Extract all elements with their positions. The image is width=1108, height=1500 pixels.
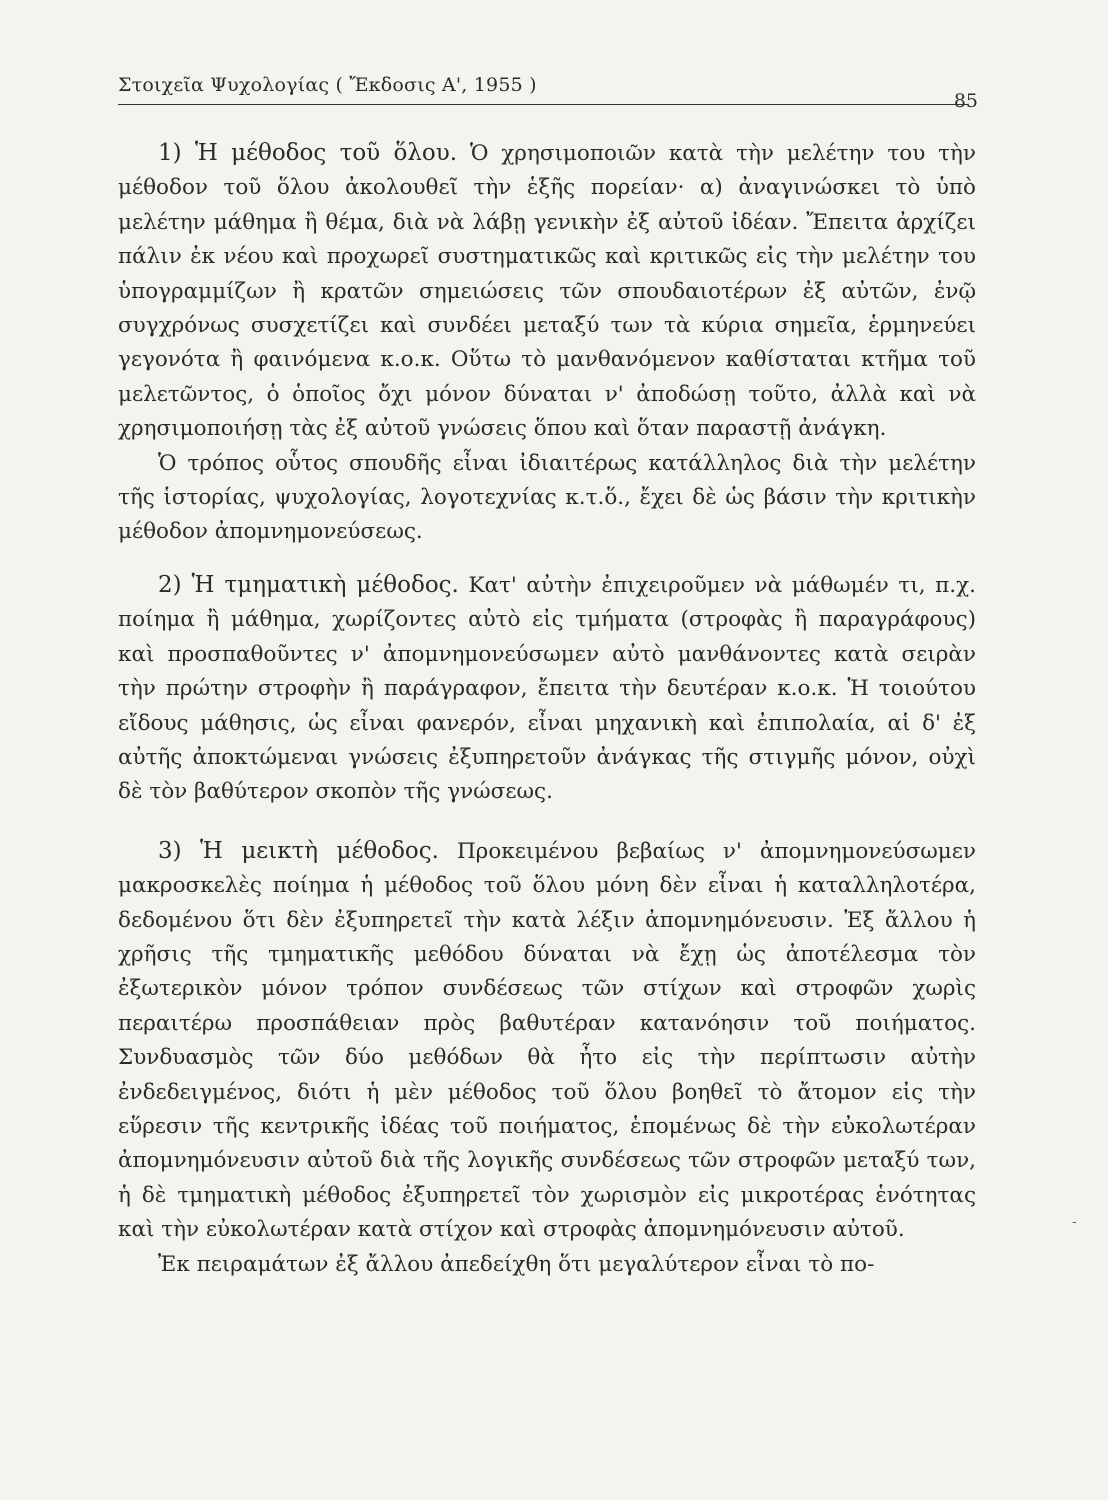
section-1-text: Ὁ χρησιμοποιῶν κατὰ τὴν μελέτην του τὴν μέθοδον τοῦ ὅλου ἀκολουθεῖ τὴν ἑξῆς πορείαν· α) ἀναγινώσκει τὸ ὑπὸ μελέτην μάθημα ἢ θέμα, διὰ νὰ λάβῃ γενικὴν ἐξ αὐτοῦ ἰδέαν. Ἔπειτα ἀρχίζει πάλιν ἐκ νέου καὶ προχωρεῖ συστηματικῶς καὶ κριτικῶς εἰς τὴν μελέτην του ὑπογραμμίζων ἢ κρατῶν σημειώσεις τῶν σπουδαιοτέρων ἐξ αὐτῶν, ἐνῷ συγχρόνως συσχετίζει καὶ συνδέει μεταξύ των τὰ κύρια σημεῖα, ἑρμηνεύει γεγονότα ἢ φαινόμενα κ.ο.κ. Οὕτω τὸ μανθανόμενον καθίσταται κτῆμα τοῦ μελετῶντος, ὁ ὁποῖος ὄχι μόνον δύναται ν' ἀποδώσῃ τοῦτο, ἀλλὰ καὶ νὰ χρησιμοποιήσῃ τὰς ἐξ αὐτοῦ γνώσεις ὅπου καὶ ὅταν παραστῇ ἀνάγκη. [118,141,976,442]
final-paragraph: Ἐκ πειραμάτων ἐξ ἄλλου ἀπεδείχθη ὅτι μεγαλύτερον εἶναι τὸ πο- [158,1251,875,1277]
section-3-text: Προκειμένου βεβαίως ν' ἀπομνημονεύσωμεν μακροσκελὲς ποίημα ἡ μέθοδος τοῦ ὅλου μόνη δὲν εἶναι ἡ καταλληλοτέρα, δεδομένου ὅτι δὲν ἐξυπηρετεῖ τὴν κατὰ λέξιν ἀπομνημόνευσιν. Ἐξ ἄλλου ἡ χρῆσις τῆς τμηματικῆς μεθόδου δύναται νὰ ἔχῃ ὡς ἀποτέλεσμα τὸν ἐξωτερικὸν μόνον τρόπον συνδέσεως τῶν στίχων καὶ στροφῶν χωρὶς περαιτέρω προσπάθειαν πρὸς βαθυτέραν κατανόησιν τοῦ ποιήματος. Συνδυασμὸς τῶν δύο μεθόδων θὰ ἦτο εἰς τὴν περίπτωσιν αὐτὴν ἐνδεδειγμένος, διότι ἡ μὲν μέθοδος τοῦ ὅλου βοηθεῖ τὸ ἄτομον εἰς τὴν εὕρεσιν τῆς κεντρικῆς ἰδέας τοῦ ποιήματος, ἑπομένως δὲ τὴν εὐκολωτέραν ἀπομνημόνευσιν αὐτοῦ διὰ τῆς λογικῆς συνδέσεως τῶν στροφῶν μεταξύ των, ἡ δὲ τμηματικὴ μέθοδος ἐξυπηρετεῖ τὸν χωρισμὸν εἰς μικροτέρας ἑνότητας καὶ τὴν εὐκολωτέραν κατὰ στίχον καὶ στροφὰς ἀπομνημόνευσιν αὐτοῦ. [118,838,976,1243]
body-text [118,136,976,1282]
section-2-heading: 2) Ἡ τμηματικὴ μέθοδος. [158,571,459,598]
header-rule [118,104,968,105]
stray-dash-mark: - [1072,1214,1077,1230]
running-title: Στοιχεῖα Ψυχολογίας ( Ἔκδοσις Α', 1955 ) [118,74,537,96]
section-2-text: Κατ' αὐτὴν ἐπιχειροῦμεν νὰ μάθωμέν τι, π.χ. ποίημα ἢ μάθημα, χωρίζοντες αὐτὸ εἰς τμήματα (στροφὰς ἢ παραγράφους) καὶ προσπαθοῦντες ν' ἀπομνημονεύσωμεν αὐτὸ μανθάνοντες κατὰ σειρὰν τὴν πρώτην στροφὴν ἢ παράγραφον, ἔπειτα τὴν δευτέραν κ.ο.κ. Ἡ τοιούτου εἴδους μάθησις, ὡς εἶναι φανερόν, εἶναι μηχανικὴ καὶ ἐπιπολαία, αἱ δ' ἐξ αὐτῆς ἀποκτώμεναι γνώσεις ἐξυπηρετοῦν ἀνάγκας τῆς στιγμῆς μόνον, οὐχὶ δὲ τὸν βαθύτερον σκοπὸν τῆς γνώσεως. [118,572,976,805]
running-head [118,74,978,114]
section-3-heading: 3) Ἡ μεικτὴ μέθοδος. [158,837,439,864]
page-number: 85 [953,90,978,112]
section-2-paragraph [118,568,976,810]
section-1-continuation: Ὁ τρόπος οὗτος σπουδῆς εἶναι ἰδιαιτέρως κατάλληλος διὰ τὴν μελέτην τῆς ἱστορίας, ψυχολογίας, λογοτεχνίας κ.τ.ὅ., ἔχει δὲ ὡς βάσιν τὴν κριτικὴν μέθοδον ἀπομνημονεύσεως. [118,450,976,545]
section-3-paragraph [118,834,976,1248]
section-1-paragraph [118,136,976,447]
section-1-heading: 1) Ἡ μέθοδος τοῦ ὅλου. [158,140,458,166]
